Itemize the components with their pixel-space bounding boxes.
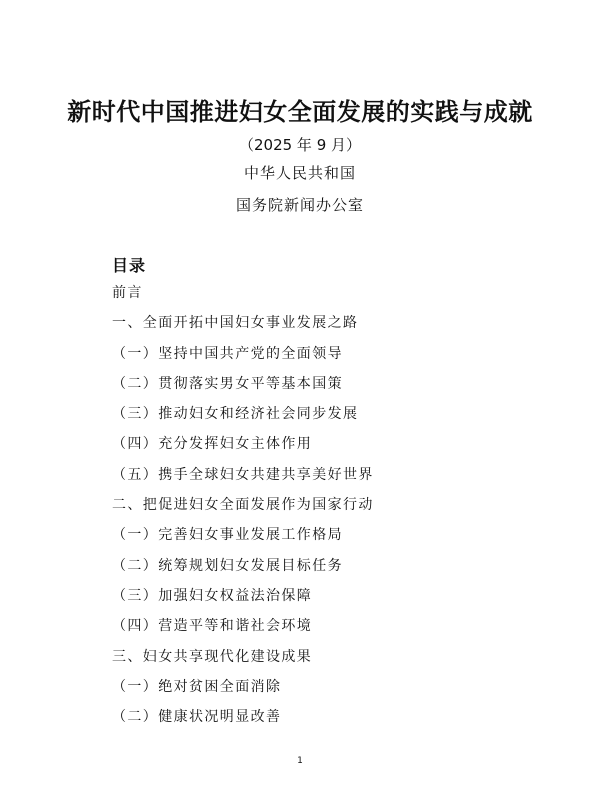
- toc-item-section-2-1: （一）完善妇女事业发展工作格局: [112, 527, 343, 544]
- toc-item-section-2: 二、把促进妇女全面发展作为国家行动: [112, 497, 374, 514]
- document-title: 新时代中国推进妇女全面发展的实践与成就: [67, 98, 533, 126]
- issuing-office: 国务院新闻办公室: [235, 196, 364, 214]
- issuing-country: 中华人民共和国: [243, 164, 356, 182]
- toc-item-section-1-4: （四）充分发挥妇女主体作用: [112, 436, 313, 453]
- publication-date: （2025 年 9 月）: [238, 136, 362, 154]
- table-of-contents: [112, 286, 374, 740]
- toc-item-preface: 前言: [112, 285, 143, 301]
- toc-item-section-1-1: （一）坚持中国共产党的全面领导: [112, 345, 343, 362]
- toc-item-section-3: 三、妇女共享现代化建设成果: [112, 648, 313, 665]
- toc-item-section-3-1: （一）绝对贫困全面消除: [112, 678, 282, 695]
- toc-item-section-2-2: （二）统筹规划妇女发展目标任务: [112, 557, 343, 574]
- toc-item-section-2-3: （三）加强妇女权益法治保障: [112, 587, 313, 604]
- toc-item-section-1: 一、全面开拓中国妇女事业发展之路: [112, 315, 359, 332]
- toc-item-section-2-4: （四）营造平等和谐社会环境: [112, 618, 313, 635]
- toc-item-section-3-2: （二）健康状况明显改善: [112, 709, 282, 726]
- toc-item-section-1-5: （五）携手全球妇女共建共享美好世界: [112, 466, 374, 483]
- page-number: 1: [297, 756, 303, 766]
- toc-item-section-1-3: （三）推动妇女和经济社会同步发展: [112, 406, 359, 423]
- toc-heading: 目录: [112, 256, 147, 275]
- toc-item-section-1-2: （二）贯彻落实男女平等基本国策: [112, 375, 343, 392]
